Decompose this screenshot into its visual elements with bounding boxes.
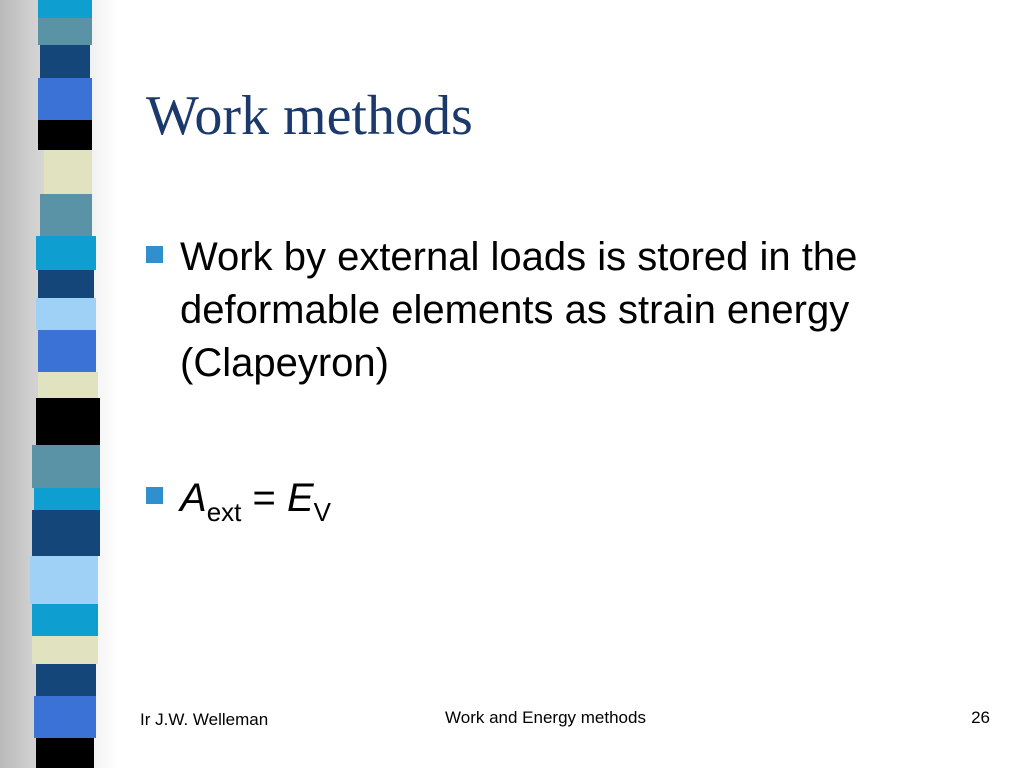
footer-course-title: Work and Energy methods — [445, 708, 646, 727]
band-block — [34, 696, 96, 738]
bullet-text: Work by external loads is stored in the deformable elements as strain energy (Clapeyron) — [180, 235, 858, 385]
band-block — [38, 270, 94, 298]
band-block — [40, 194, 92, 236]
band-block — [38, 372, 98, 398]
band-block — [36, 298, 96, 330]
square-bullet-icon — [146, 487, 163, 504]
equation-rhs-symbol: E — [286, 476, 314, 520]
band-block — [38, 120, 92, 150]
equation-operator: = — [252, 476, 276, 520]
slide-title: Work methods — [146, 85, 473, 147]
footer-page-number: 26 — [971, 708, 990, 727]
band-block — [32, 445, 100, 488]
band-block — [36, 236, 96, 270]
band-block — [44, 150, 92, 194]
band-block — [32, 604, 98, 636]
band-block — [38, 330, 96, 372]
band-block — [38, 18, 92, 45]
band-block — [36, 664, 96, 696]
band-block — [32, 636, 98, 664]
footer-author: Ir J.W. Welleman — [140, 710, 269, 729]
square-bullet-icon — [146, 246, 163, 263]
equation — [180, 472, 980, 539]
equation-rhs-subscript: V — [313, 497, 332, 527]
band-block — [40, 45, 90, 78]
band-block — [34, 488, 100, 510]
equation-lhs-symbol: A — [180, 476, 207, 520]
band-block — [30, 556, 98, 604]
band-block — [32, 510, 100, 556]
band-block — [38, 78, 92, 120]
equation-lhs-subscript: ext — [206, 497, 242, 527]
bullet-item-equation — [146, 472, 980, 539]
band-block — [36, 398, 100, 445]
band-block — [38, 0, 92, 18]
band-block — [36, 738, 94, 768]
bullet-item — [146, 231, 980, 390]
decorative-stripe-band — [0, 0, 120, 768]
